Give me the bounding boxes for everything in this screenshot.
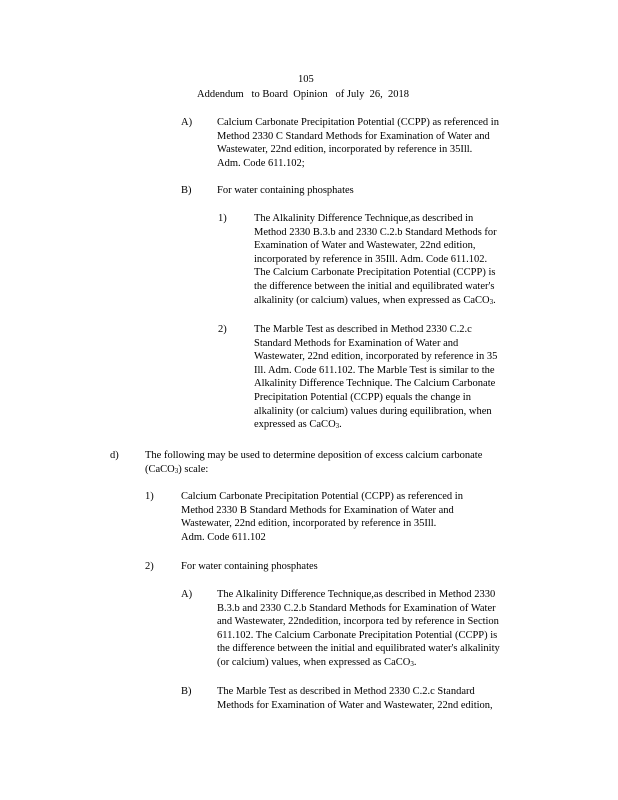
item-marker-d2: 2)	[145, 561, 154, 572]
text-line: the difference between the initial and equilibrated water's alkalinity	[217, 643, 500, 655]
item-marker-d1: 1)	[145, 491, 154, 502]
text-line: incorporated by reference in 35Ill. Adm. Code 611.102.	[254, 253, 488, 265]
item-text-a	[217, 116, 542, 170]
text-line	[145, 463, 525, 479]
item-marker-d2b: B)	[181, 686, 192, 697]
text-line: 611.102. The Calcium Carbonate Precipitation Potential (CCPP) is	[217, 629, 498, 641]
text-line: For water containing phosphates	[181, 561, 318, 572]
text-line: alkalinity (or calcium) values during equilibration, when	[254, 405, 492, 417]
item-text-d2a	[217, 588, 543, 672]
text-line: Calcium Carbonate Precipitation Potential (CCPP) as referenced in	[181, 491, 463, 502]
text-line	[254, 294, 544, 310]
text-line: Adm. Code 611.102;	[217, 157, 305, 169]
item-marker-d: d)	[110, 450, 119, 461]
text-line: Method 2330 B.3.b and 2330 C.2.b Standard Methods for	[254, 226, 497, 238]
item-text-d2b	[217, 685, 533, 712]
text-line: Calcium Carbonate Precipitation Potential (CCPP) as referenced in	[217, 117, 499, 128]
item-marker-b1: 1)	[218, 213, 227, 224]
item-text-d	[145, 449, 525, 478]
text-line: The Marble Test as described in Method 2330 C.2.c	[254, 324, 472, 335]
text-line: Alkalinity Difference Technique. The Calcium Carbonate	[254, 378, 496, 390]
text-line: B.3.b and 2330 C.2.b Standard Methods for Examination of Water	[217, 602, 496, 614]
text-fragment: (or calcium) values, when expressed as CaCO	[217, 656, 411, 668]
item-marker-a: A)	[181, 117, 193, 128]
text-line: Standard Methods for Examination of Water and	[254, 337, 459, 349]
item-marker-d2a: A)	[181, 589, 193, 600]
text-line: and Wastewater, 22ndedition, incorpora ted by reference in Section	[217, 616, 499, 628]
text-line	[254, 418, 534, 434]
text-fragment: .	[413, 656, 417, 668]
text-fragment: ) scale:	[178, 463, 209, 475]
item-text-d2	[181, 560, 506, 574]
text-line: The following may be used to determine deposition of excess calcium carbonate	[145, 450, 483, 461]
text-line: Ill. Adm. Code 611.102. The Marble Test is similar to the	[254, 364, 495, 376]
text-fragment: alkalinity (or calcium) values, when expressed as CaCO	[254, 294, 490, 306]
text-line: Adm. Code 611.102	[181, 531, 266, 543]
item-text-b2	[254, 323, 534, 434]
text-line: The Marble Test as described in Method 2330 C.2.c Standard	[217, 686, 475, 697]
text-line: Wastewater, 22nd edition, incorporated by reference in 35Ill.	[217, 144, 473, 156]
item-text-b1	[254, 212, 544, 309]
document-header-title: Addendum to Board Opinion of July 26, 2018	[197, 89, 410, 100]
text-fragment: .	[339, 419, 342, 431]
text-line: Wastewater, 22nd edition, incorporated by reference in 35Ill.	[181, 518, 437, 530]
text-fragment: expressed as CaCO	[254, 419, 336, 431]
text-fragment: (CaCO	[145, 463, 175, 475]
text-line: The Alkalinity Difference Technique,as described in Method 2330	[217, 589, 496, 600]
subscript: 3	[174, 466, 179, 475]
item-text-b	[217, 184, 542, 198]
item-marker-b: B)	[181, 185, 192, 196]
subscript: 3	[489, 297, 494, 306]
text-line: Wastewater, 22nd edition, incorporated by reference in 35	[254, 351, 498, 363]
text-line: Method 2330 B Standard Methods for Examination of Water and	[181, 504, 454, 516]
text-line: For water containing phosphates	[217, 185, 354, 196]
text-line	[217, 656, 543, 672]
text-line: The Alkalinity Difference Technique,as described in	[254, 213, 474, 224]
text-line: Methods for Examination of Water and Wastewater, 22nd edition,	[217, 699, 493, 711]
text-line: Method 2330 C Standard Methods for Examination of Water and	[217, 130, 490, 142]
subscript: 3	[410, 659, 414, 668]
page-number: 105	[298, 74, 314, 85]
text-fragment: .	[493, 294, 496, 306]
text-line: Examination of Water and Wastewater, 22nd edition,	[254, 240, 476, 252]
text-line: Precipitation Potential (CCPP) equals the change in	[254, 391, 471, 403]
subscript: 3	[335, 422, 340, 431]
item-text-d1	[181, 490, 506, 544]
item-marker-b2: 2)	[218, 324, 227, 335]
text-line: the difference between the initial and equilibrated water's	[254, 280, 495, 292]
text-line: The Calcium Carbonate Precipitation Potential (CCPP) is	[254, 267, 496, 279]
